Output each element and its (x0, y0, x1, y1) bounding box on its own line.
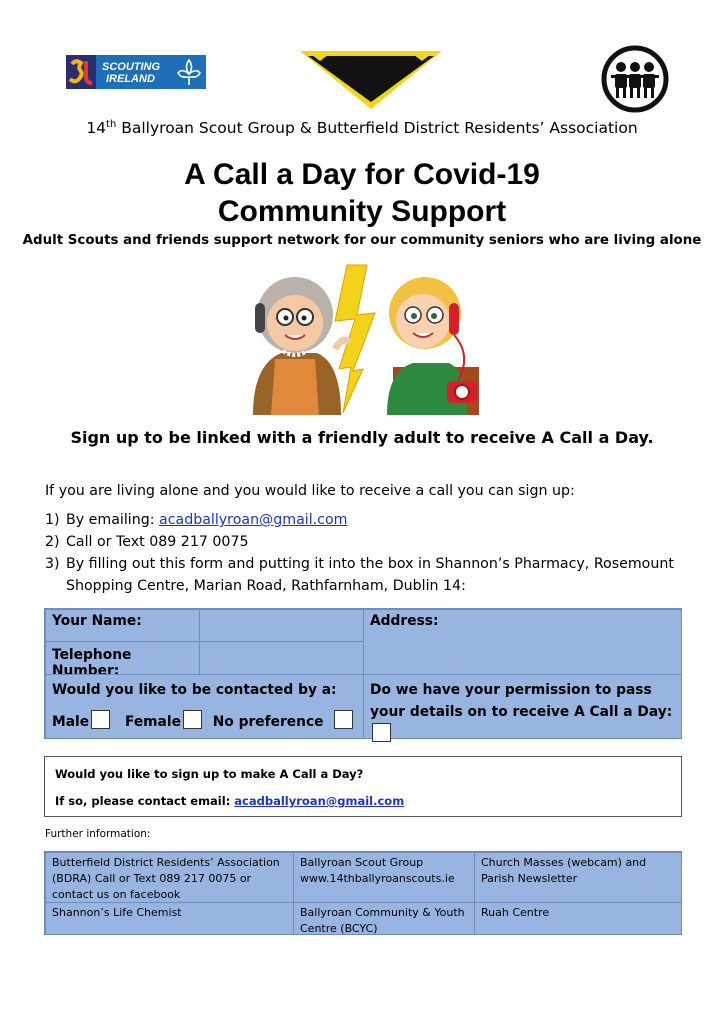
table-cell: Ballyroan Community & Youth Centre (BCYC) (293, 902, 475, 935)
email-link[interactable]: acadballyroan@gmail.com (159, 512, 348, 528)
signup-form-table (44, 608, 682, 739)
list-item: 3) By filling out this form and putting it into the box in Shannon’s Pharmacy, Rosemount Shopping Centre, Marian Road, Rathfarnham, Dublin 14: (45, 556, 674, 594)
further-information-table (44, 851, 682, 935)
contact-preference-cell: Would you like to be contacted by a: Male Female No preference (45, 674, 364, 739)
no-preference-checkbox[interactable] (334, 710, 353, 729)
residents-association-logo (601, 45, 669, 113)
name-label-cell: Your Name: (45, 609, 200, 642)
phone-field[interactable] (199, 641, 364, 675)
address-field[interactable]: Address: (363, 609, 682, 675)
phone-label-cell: Telephone Number: (45, 641, 200, 675)
list-item: 2) Call or Text 089 217 0075 (45, 534, 249, 550)
volunteer-contact: If so, please contact email: acadballyroan@gmail.com (55, 794, 405, 808)
scout-neckerchief-logo (298, 47, 444, 111)
table-cell: Ballyroan Scout Group www.14thballyroanscouts.ie (293, 852, 475, 903)
organizers-line: 14th Ballyroan Scout Group & Butterfield District Residents’ Association (86, 119, 638, 138)
signup-methods-list (45, 509, 685, 597)
svg-text:SCOUTING: SCOUTING (102, 61, 161, 73)
page-title-line-2: Community Support (217, 195, 507, 228)
intro-text: If you are living alone and you would like to receive a call you can sign up: (45, 483, 575, 499)
table-cell: Shannon’s Life Chemist (45, 902, 294, 935)
table-cell: Ruah Centre (474, 902, 682, 935)
page-title-line-1: A Call a Day for Covid-19 (184, 158, 540, 191)
people-group-icon (601, 45, 669, 113)
table-cell: Butterfield District Residents’ Association (BDRA) Call or Text 089 217 0075 or contact us on facebook (45, 852, 294, 903)
list-item: 1) By emailing: acadballyroan@gmail.com (45, 512, 348, 528)
further-information-label: Further information: (45, 828, 151, 840)
scouting-ireland-logo (66, 55, 206, 89)
table-cell: Church Masses (webcam) and Parish Newsletter (474, 852, 682, 903)
permission-cell: Do we have your permission to pass your details on to receive A Call a Day: (363, 674, 682, 739)
svg-text:IRELAND: IRELAND (106, 73, 155, 85)
male-checkbox[interactable] (91, 710, 110, 729)
phone-call-illustration (243, 263, 481, 415)
name-field[interactable] (199, 609, 364, 642)
volunteer-question: Would you like to sign up to make A Call a Day? (55, 767, 364, 781)
signup-headline: Sign up to be linked with a friendly adult to receive A Call a Day. (70, 428, 654, 447)
volunteer-email-link[interactable]: acadballyroan@gmail.com (234, 794, 405, 808)
female-checkbox[interactable] (183, 710, 202, 729)
permission-checkbox[interactable] (372, 723, 391, 742)
subtitle: Adult Scouts and friends support network for our community seniors who are living alone (22, 233, 702, 248)
volunteer-signup-box (44, 756, 682, 817)
